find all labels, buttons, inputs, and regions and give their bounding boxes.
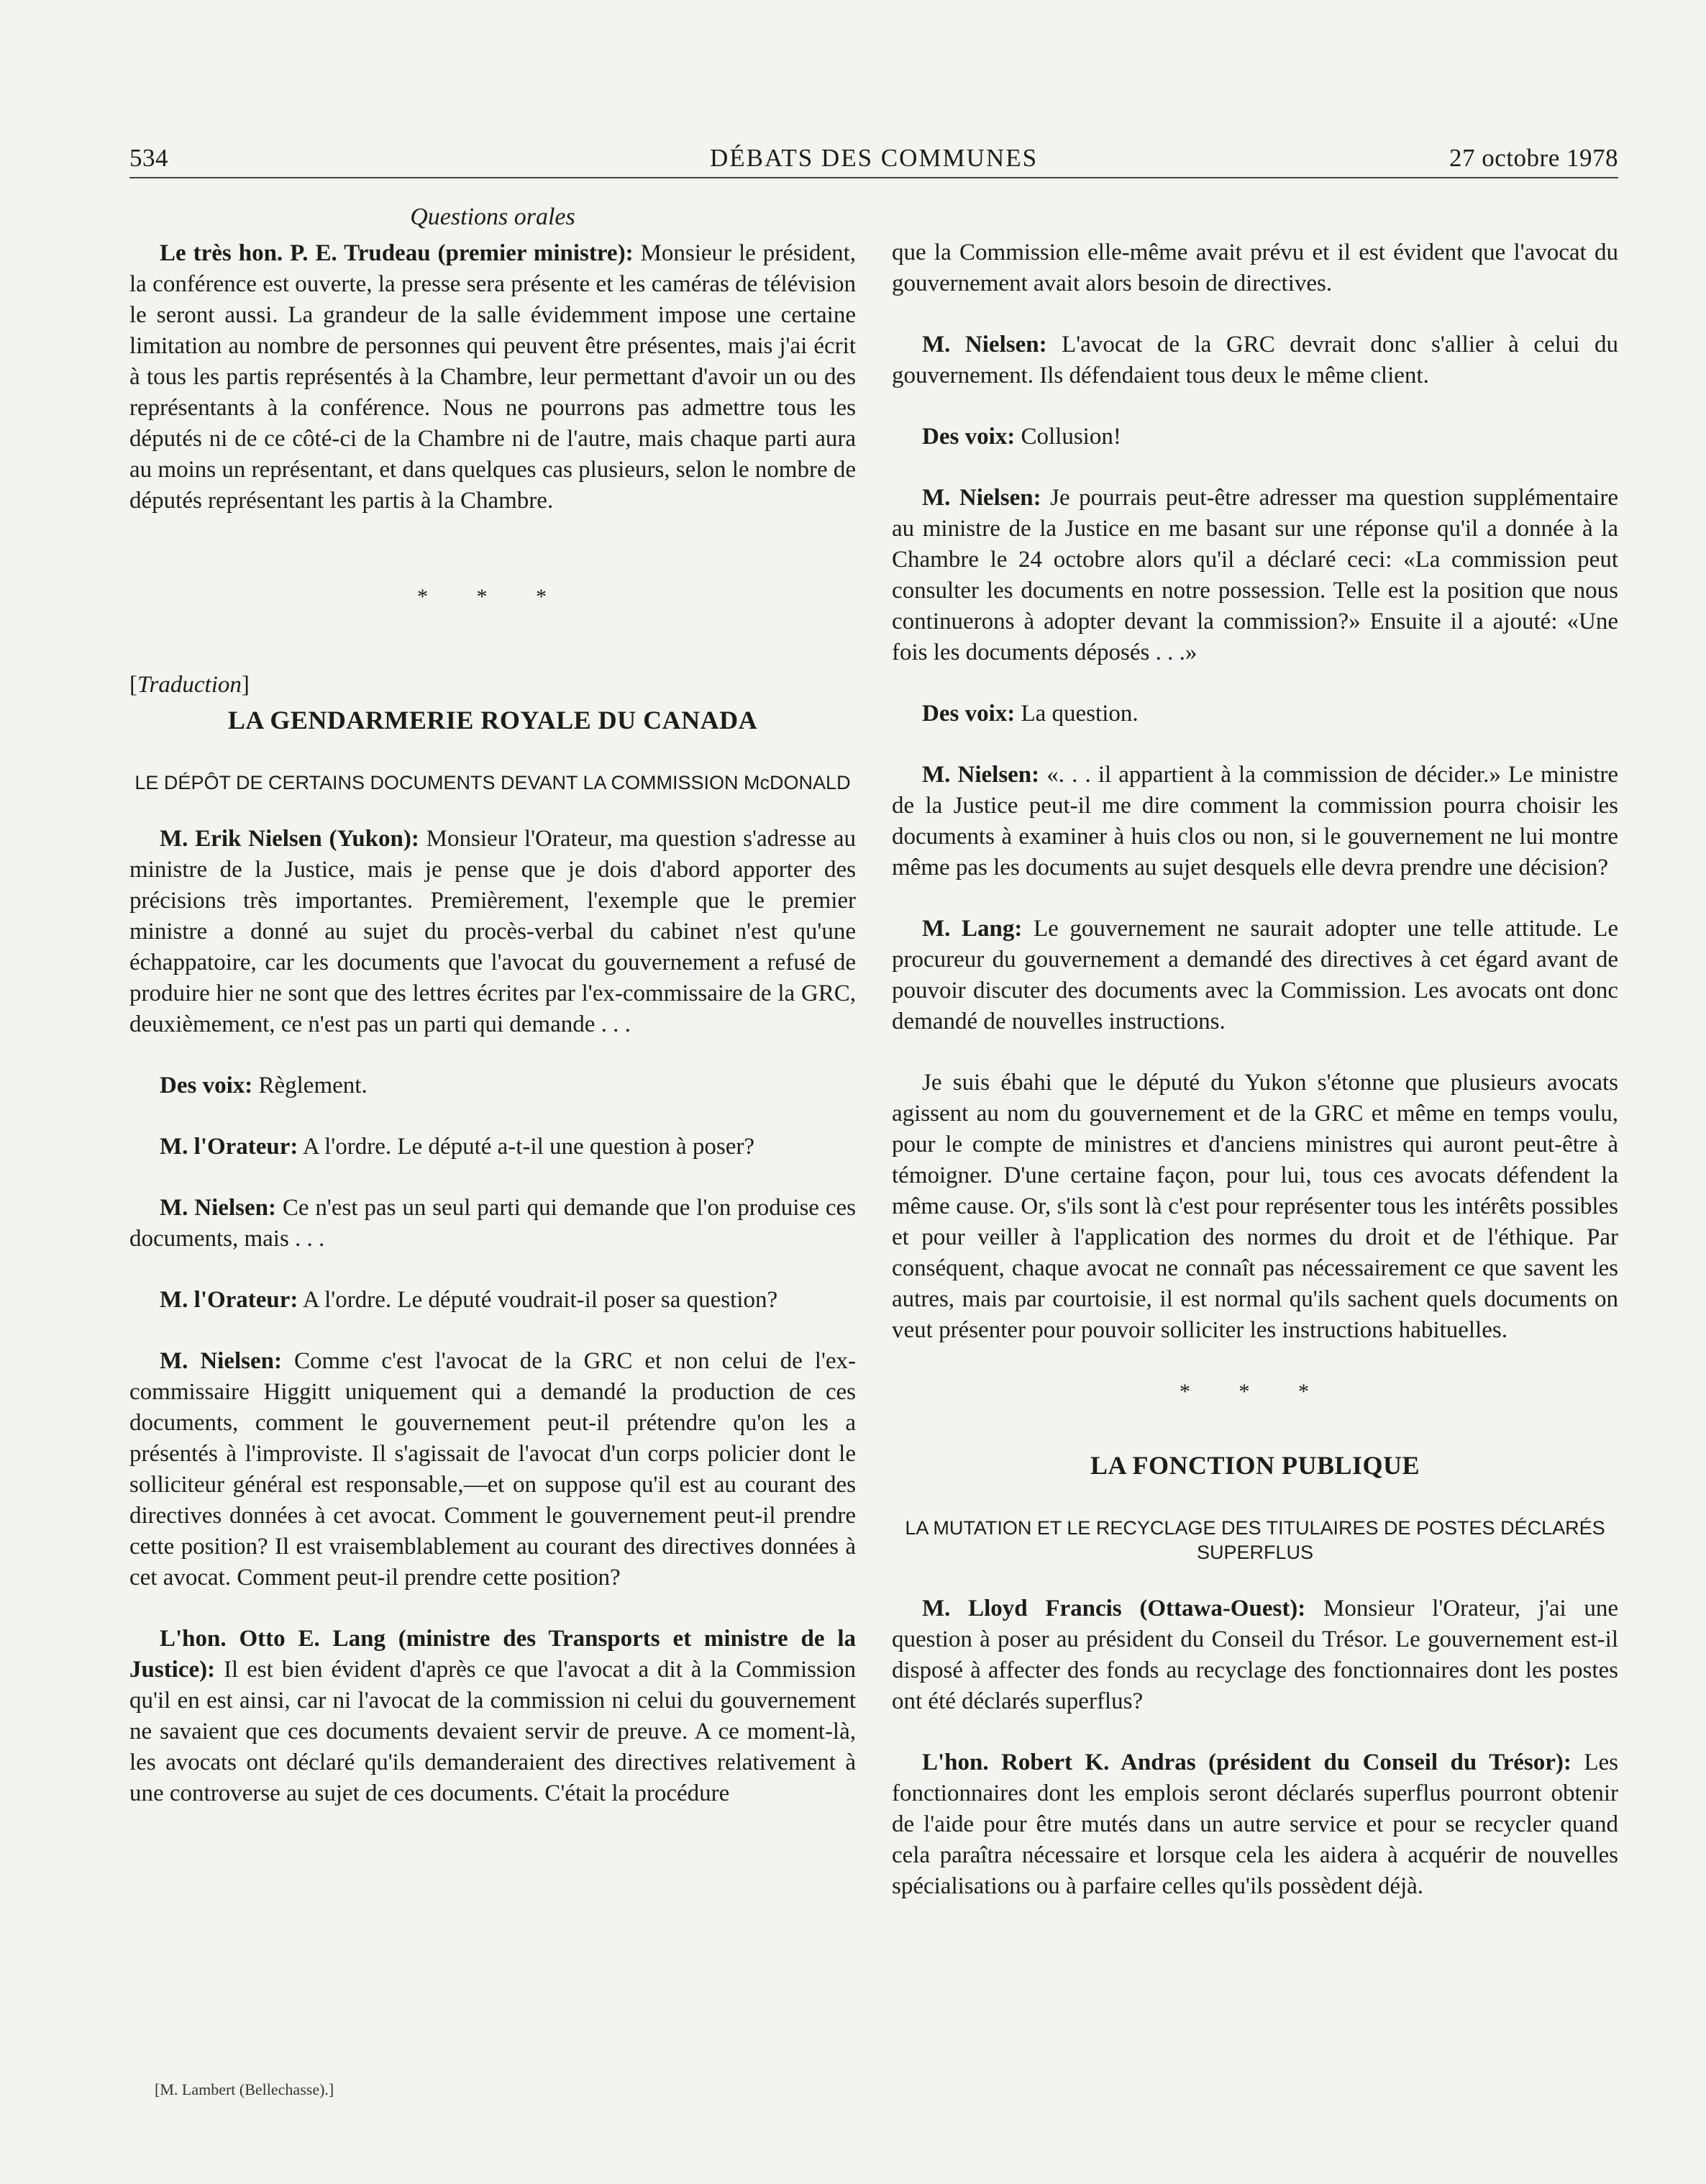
speaker: M. l'Orateur:	[160, 1134, 298, 1160]
speech: A l'ordre. Le député a-t-il une question à poser?	[298, 1134, 755, 1160]
speaker: M. Nielsen:	[922, 485, 1041, 511]
speaker: Des voix:	[160, 1073, 253, 1098]
speaker: M. l'Orateur:	[160, 1287, 298, 1313]
speech: Monsieur l'Orateur, ma question s'adresse au ministre de la Justice, mais je pense que je dois d'abord apporter des précisions très importantes. Premièrement, l'exemple que le premier ministre a donné au sujet du procès-verbal du cabinet n'est qu'une échappatoire, car les documents que l'avocat du gouvernement a refusé de produire hier ne sont que des lettres écrites par l'ex-commissaire de la GRC, deuxièmement, ce n'est pas un parti qui demande . . .	[129, 826, 856, 1037]
paragraph	[892, 914, 1618, 1037]
speaker: M. Nielsen:	[160, 1195, 276, 1221]
speaker: Des voix:	[922, 701, 1016, 727]
speech: A l'ordre. Le député voudrait-il poser sa question?	[298, 1287, 778, 1313]
paragraph	[129, 824, 856, 1040]
paragraph	[892, 483, 1618, 668]
speaker: Des voix:	[922, 424, 1016, 450]
publication-date: 27 octobre 1978	[1449, 144, 1618, 172]
paragraph	[892, 760, 1618, 883]
speech: Monsieur l'Orateur, j'ai une question à poser au président du Conseil du Trésor. Le gouvernement est-il disposé à affecter des fonds au recyclage des fonctionnaires dont les postes ont été déclarés superflus?	[892, 1596, 1618, 1714]
right-column	[892, 237, 1618, 1902]
speech: Collusion!	[1015, 424, 1121, 450]
speaker: M. Nielsen:	[160, 1348, 282, 1374]
paragraph	[892, 237, 1618, 299]
section-subheading: LE DÉPÔT DE CERTAINS DOCUMENTS DEVANT LA COMMISSION McDONALD	[134, 772, 851, 793]
paragraph	[129, 1193, 856, 1255]
paragraph	[129, 1285, 856, 1316]
speech: «. . . il appartient à la commission de décider.» Le ministre de la Justice peut-il me dire comment la commission pourra choisir les documents à examiner à huis clos ou non, si le gouvernement ne lui montre même pas les documents au sujet desquels elle devra prendre une décision?	[892, 762, 1619, 881]
paragraph	[892, 1747, 1618, 1902]
speech: Comme c'est l'avocat de la GRC et non celui de l'ex-commissaire Higgitt uniquement qui a demandé la production de ces documents, comment le gouvernement peut-il prétendre qu'on les a présentés à l'improviste. Il s'agissait de l'avocat d'un corps policier dont le solliciteur général est responsable,—et on suppose qu'il est au courant des directives données à cet avocat. Comment le gouvernement peut-il prendre cette position? Il est vraisemblablement au courant des directives données à cet avocat. Comment peut-il prendre cette position?	[129, 1348, 856, 1591]
paragraph	[892, 329, 1618, 391]
section-heading: LA FONCTION PUBLIQUE	[1090, 1451, 1420, 1480]
speaker: L'hon. Otto E. Lang (ministre des Transports et ministre de la Justice):	[129, 1626, 856, 1683]
speech: Les fonctionnaires dont les emplois seront déclarés superflus pourront obtenir de l'aide pour être mutés dans un autre service et pour se recycler quand cela paraîtra nécessaire et lorsque cela les aidera à acquérir de nouvelles spécialisations ou à parfaire celles qu'ils possèdent déjà.	[892, 1750, 1618, 1899]
paragraph	[129, 1070, 856, 1101]
speaker: L'hon. Robert K. Andras (président du Conseil du Trésor):	[922, 1750, 1572, 1775]
speech: Je pourrais peut-être adresser ma question supplémentaire au ministre de la Justice en me basant sur une réponse qu'il a donnée à la Chambre le 24 octobre alors qu'il a déclaré ceci: «La commission peut consulter les documents en notre possession. Telle est la position que nous continuerons à adopter devant la commission?» Ensuite il a ajouté: «Une fois les documents déposés . . .»	[892, 485, 1618, 665]
page-number: 534	[129, 144, 168, 172]
speech: La question.	[1015, 701, 1139, 727]
speaker: M. Nielsen:	[922, 332, 1047, 358]
section-separator: * * *	[417, 585, 568, 609]
publication-title: DÉBATS DES COMMUNES	[709, 144, 1039, 172]
paragraph	[129, 1346, 856, 1593]
speech: L'avocat de la GRC devrait donc s'allier à celui du gouvernement. Ils défendaient tous deux le même client.	[892, 332, 1618, 388]
section-heading: LA GENDARMERIE ROYALE DU CANADA	[227, 706, 758, 734]
page-header	[129, 144, 1618, 178]
speaker: M. Nielsen:	[922, 762, 1040, 788]
speaker: M. Erik Nielsen (Yukon):	[160, 826, 419, 852]
speaker: Le très hon. P. E. Trudeau (premier ministre):	[160, 240, 634, 266]
paragraph	[892, 1593, 1618, 1717]
footnote: [M. Lambert (Bellechasse).]	[155, 2080, 334, 2098]
speaker: M. Lang:	[922, 916, 1023, 942]
speech: Monsieur le président, la conférence est ouverte, la presse sera présente et les caméras de télévision le seront aussi. La grandeur de la salle évidemment impose une certaine limitation au nombre de personnes qui peuvent être présentes, mais j'ai écrit à tous les partis représentés à la Chambre, leur permettant d'avoir un ou des représentants à la conférence. Nous ne pourrons pas admettre tous les députés ni de ce côté-ci de la Chambre ni de l'autre, mais chaque parti aura au moins un représentant, et dans quelques cas plusieurs, selon le nombre de députés représentant les partis à la Chambre.	[129, 240, 856, 514]
speech: que la Commission elle-même avait prévu et il est évident que l'avocat du gouvernement avait alors besoin de directives.	[892, 240, 1618, 296]
section-separator: * * *	[1180, 1380, 1331, 1403]
paragraph	[129, 1132, 856, 1162]
translation-note: [Traduction]	[129, 672, 250, 698]
section-label: Questions orales	[410, 204, 575, 230]
left-column	[129, 201, 856, 1809]
speech: Règlement.	[252, 1073, 368, 1098]
paragraph	[892, 699, 1618, 729]
section-subheading: LA MUTATION ET LE RECYCLAGE DES TITULAIRES DE POSTES DÉCLARÉS SUPERFLUS	[905, 1517, 1605, 1563]
paragraph	[129, 1624, 856, 1809]
speech: Il est bien évident d'après ce que l'avocat a dit à la Commission qu'il en est ainsi, car ni l'avocat de la commission ni celui du gouvernement ne savaient que ces documents devaient servir de preuve. A ce moment-là, les avocats ont déclaré qu'ils demanderaient des directives relativement à une controverse au sujet de ces documents. C'était la procédure	[129, 1657, 856, 1806]
speech: Je suis ébahi que le député du Yukon s'étonne que plusieurs avocats agissent au nom du gouvernement et de la GRC et même en temps voulu, pour le compte de ministres et d'anciens ministres qui auront peut-être à témoigner. D'une certaine façon, pour lui, tous ces avocats défendent la même cause. Or, s'ils sont là c'est pour représenter tous les intérêts possibles et pour veiller à l'application des normes du droit et de l'éthique. Par conséquent, chaque avocat ne connaît pas nécessairement ce que savent les autres, mais par courtoisie, il est normal qu'ils sachent quels documents on veut présenter pour pouvoir solliciter les instructions habituelles.	[892, 1070, 1618, 1343]
paragraph	[129, 238, 856, 517]
paragraph	[892, 1068, 1618, 1346]
speech: Le gouvernement ne saurait adopter une telle attitude. Le procureur du gouvernement a demandé des directives à cet égard avant de pouvoir discuter des documents avec la Commission. Les avocats ont donc demandé de nouvelles instructions.	[892, 916, 1619, 1034]
speech: Ce n'est pas un seul parti qui demande que l'on produise ces documents, mais . . .	[129, 1195, 856, 1252]
paragraph	[892, 422, 1618, 452]
speaker: M. Lloyd Francis (Ottawa-Ouest):	[922, 1596, 1306, 1621]
